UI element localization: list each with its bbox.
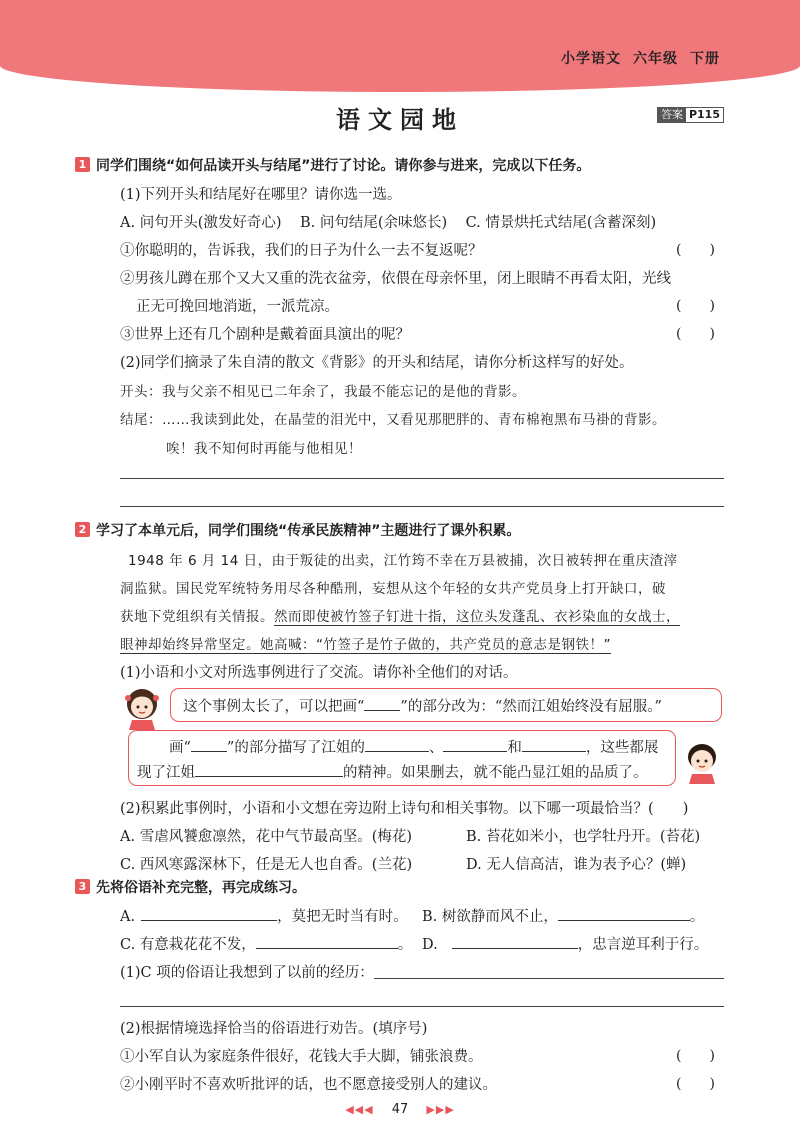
q3-sub2-item2: ②小刚平时不喜欢听批评的话，也不愿意接受别人的建议。 <box>120 1077 497 1093</box>
q3-sub1-answer-line-1[interactable] <box>374 978 724 979</box>
q2-passage-underlined-1: 然而即使被竹签子钉进十指，这位头发蓬乱、衣衫染血的女战士， <box>274 609 680 625</box>
q2-title: 学习了本单元后，同学们围绕“传承民族精神”主题进行了课外积累。 <box>96 523 521 539</box>
bubble2-text-b: ”的部分描写了江姐的 <box>226 740 365 756</box>
footer-right-arrows: ▶▶▶ <box>426 1103 455 1116</box>
header-book-info <box>549 48 720 68</box>
answer-label: 答案 <box>658 108 686 122</box>
q3-item-a <box>120 905 408 926</box>
q3-item-d <box>422 933 708 954</box>
q1-answer-line-1[interactable] <box>120 478 724 479</box>
q2-option-b: B. 苔花如米小，也学牡丹开。(苔花) <box>466 829 701 845</box>
q1-item1: ①你聪明的，告诉我，我们的日子为什么一去不复返呢？ <box>120 243 483 259</box>
boy-avatar-icon <box>682 740 722 784</box>
q3-sub1: (1)C 项的俗语让我想到了以前的经历： <box>120 965 374 981</box>
bubble2-blank-3[interactable] <box>522 751 586 752</box>
q3-c-end: 。 <box>397 937 413 953</box>
header-subject: 小学语文 <box>561 51 621 67</box>
q2-sub2: (2)积累此事例时，小语和小文想在旁边附上诗句和相关事物。以下哪一项最恰当？( ) <box>120 801 689 817</box>
bubble1-text <box>183 695 662 716</box>
q1-title: 同学们围绕“如何品读开头与结尾”进行了讨论。请你参与进来，完成以下任务。 <box>96 158 591 174</box>
q3-item1-answer-blank[interactable]: ( ) <box>676 1048 715 1064</box>
q3-d-blank[interactable] <box>452 948 578 949</box>
q1-ending-quote-line1: 结尾：……我读到此处，在晶莹的泪光中，又看见那肥胖的、青布棉袍黑布马褂的背影。 <box>120 412 666 428</box>
bubble2-text-e: 的精神。如果删去，就不能凸显江姐的品质了。 <box>343 765 648 781</box>
q2-passage-underlined-2: 眼神却始终异常坚定。她高喊：“竹签子是竹子做的，共产党员的意志是钢铁！” <box>120 637 611 653</box>
q1-item3-answer-blank[interactable]: ( ) <box>676 326 715 342</box>
q3-a-label: A. <box>120 909 136 925</box>
q1-ending-quote-line2: 唉！我不知何时再能与他相见！ <box>166 441 362 457</box>
answer-page: P115 <box>688 108 720 121</box>
bubble2-blank-4[interactable] <box>195 776 343 777</box>
q3-sub2: (2)根据情境选择恰当的俗语进行劝告。(填序号) <box>120 1021 428 1037</box>
bubble2-blank-2[interactable] <box>443 751 507 752</box>
q1-answer-line-2[interactable] <box>120 506 724 507</box>
bubble2-text-c: ，这些都展 <box>585 740 659 756</box>
bubble1-mark-blank[interactable] <box>364 710 400 711</box>
header-volume: 下册 <box>690 51 720 67</box>
page-title: 语文园地 <box>336 106 464 134</box>
q1-sub1: (1)下列开头和结尾好在哪里？请你选一选。 <box>120 187 402 203</box>
q3-d-text: ，忠言逆耳利于行。 <box>577 937 709 953</box>
q3-item-b <box>422 905 704 926</box>
dialog-bubble-xiaoyu <box>170 688 722 722</box>
page-footer <box>0 1102 800 1117</box>
q2-sub1: (1)小语和小文对所选事例进行了交流。请你补全他们的对话。 <box>120 665 518 681</box>
answer-tag <box>657 107 724 123</box>
q3-c-label: C. 有意栽花花不发， <box>120 937 256 953</box>
q3-b-blank[interactable] <box>558 920 690 921</box>
bubble2-sep: 、 <box>428 740 444 756</box>
q1-item2-answer-blank[interactable]: ( ) <box>676 298 715 314</box>
q3-sub1-answer-line-2[interactable] <box>120 1006 724 1007</box>
q3-sub2-item1: ①小军自认为家庭条件很好，花钱大手大脚，铺张浪费。 <box>120 1049 483 1065</box>
q3-b-end: 。 <box>689 909 705 925</box>
q1-item1-answer-blank[interactable]: ( ) <box>676 242 715 258</box>
bubble2-text-d: 现了江姐 <box>137 765 195 781</box>
bubble1-post: ”的部分改为：“然而江姐始终没有屈服。” <box>400 699 662 715</box>
q2-passage-line3 <box>120 605 680 625</box>
q1-item2-line1: ②男孩儿蹲在那个又大又重的洗衣盆旁，依偎在母亲怀里，闭上眼睛不再看太阳，光线 <box>120 271 671 287</box>
q1-sub2: (2)同学们摘录了朱自清的散文《背影》的开头和结尾，请你分析这样写的好处。 <box>120 355 634 371</box>
bubble1-pre: 这个事例太长了，可以把画“ <box>183 699 365 715</box>
girl-avatar-icon <box>122 686 162 730</box>
q3-c-blank[interactable] <box>256 948 398 949</box>
header-grade: 六年级 <box>633 51 678 67</box>
q3-item-c <box>120 933 412 954</box>
q1-number-badge: 1 <box>75 157 90 172</box>
q3-b-label: B. 树欲静而风不止， <box>422 909 558 925</box>
footer-left-arrows: ◀◀◀ <box>345 1103 374 1116</box>
q3-a-blank[interactable] <box>141 920 277 921</box>
header-band <box>0 0 800 92</box>
q1-options: A. 问句开头(激发好奇心) B. 问句结尾(余味悠长) C. 情景烘托式结尾(含蓄深刻) <box>120 215 657 231</box>
q1-item2-line2: 正无可挽回地消逝，一派荒凉。 <box>136 299 339 315</box>
bubble2-mark-blank[interactable] <box>191 751 227 752</box>
bubble2-line1 <box>169 736 658 757</box>
q3-title: 先将俗语补充完整，再完成练习。 <box>96 880 306 896</box>
bubble2-line2 <box>137 761 648 782</box>
q2-passage-line2: 洞监狱。国民党军统特务用尽各种酷刑，妄想从这个年轻的女共产党员身上打开缺口，破 <box>120 581 666 597</box>
q2-option-d: D. 无人信高洁，谁为表予心？(蝉) <box>466 857 687 873</box>
q3-a-text: ，莫把无时当有时。 <box>277 909 408 925</box>
q2-passage-line4 <box>120 633 611 653</box>
bubble2-text-a: 画“ <box>169 740 191 756</box>
page-number: 47 <box>391 1102 409 1117</box>
dialog-bubble-xiaowen <box>128 730 676 786</box>
q2-number-badge: 2 <box>75 522 90 537</box>
q3-number-badge: 3 <box>75 879 90 894</box>
q1-opening-quote: 开头：我与父亲不相见已二年余了，我最不能忘记的是他的背影。 <box>120 384 526 400</box>
q3-item2-answer-blank[interactable]: ( ) <box>676 1076 715 1092</box>
q2-passage-line3-plain: 获地下党组织有关情报。 <box>120 609 274 625</box>
q1-item3: ③世界上还有几个剧种是戴着面具演出的呢？ <box>120 327 410 343</box>
q2-option-a: A. 雪虐风饕愈凛然，花中气节最高坚。(梅花) <box>120 829 413 845</box>
q2-passage-line1: 1948 年 6 月 14 日，由于叛徒的出卖，江竹筠不幸在万县被捕，次日被转押在重庆渣滓 <box>128 553 678 569</box>
q3-d-label: D. <box>422 937 438 953</box>
q2-option-c: C. 西风寒露深林下，任是无人也自香。(兰花) <box>120 857 413 873</box>
bubble2-and: 和 <box>507 740 522 756</box>
bubble2-blank-1[interactable] <box>365 751 429 752</box>
